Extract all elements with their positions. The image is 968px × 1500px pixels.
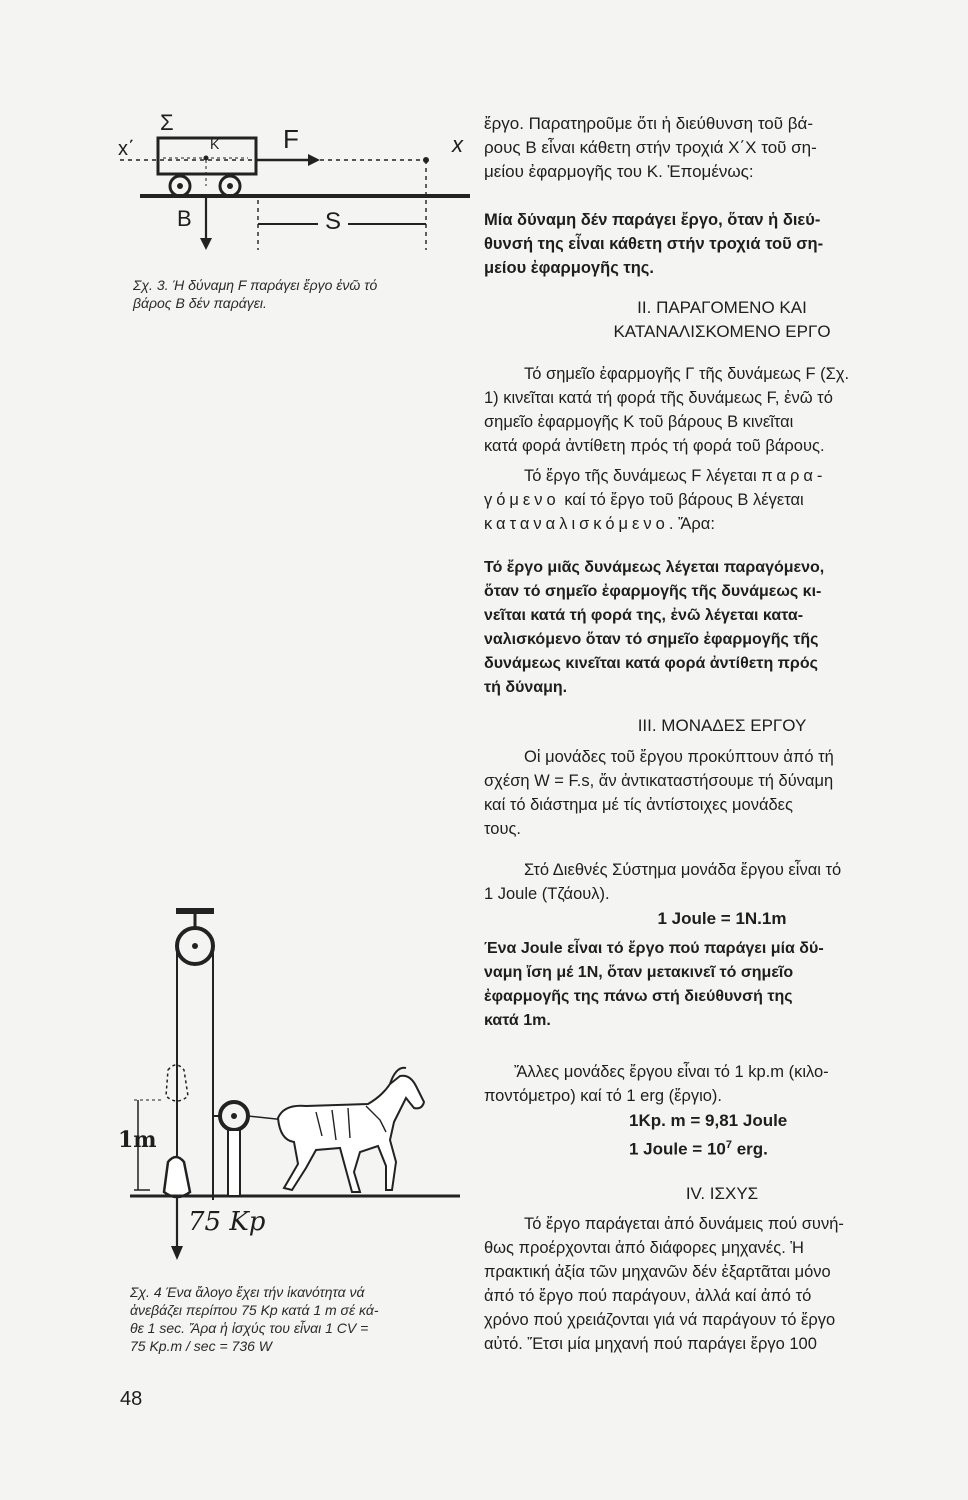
text-line: μείου ἐφαρμογῆς της. [484,259,654,277]
text-line: κατά φορά ἀντίθετη πρός τή φορά τοῦ βάρους. [484,437,825,455]
text-line: θως προέρχονται ἀπό διάφορες μηχανές. Ἡ [484,1239,804,1257]
text-line: μείου ἐφαρμογῆς του Κ. Ἑπομένως: [484,162,754,181]
text-line: χρόνο πού χρειάζονται γιά νά παράγουν τό ἔργο [484,1311,836,1329]
section-heading-4 [484,1182,960,1206]
paragraph-intro [484,112,960,184]
paragraph-power [484,1212,960,1356]
caption-line: βάρος B δέν παράγει. [133,295,267,311]
text-line: ναλισκόμενο ὅταν τό σημεῖο ἐφαρμογῆς τῆς [484,631,819,648]
section-heading-3 [484,714,960,738]
figure-4-caption [130,1283,460,1355]
label-sigma: Σ [160,110,174,135]
text-line: Τό ἔργο παράγεται ἀπό δυνάμεις πού συνή- [524,1215,844,1233]
text-line: 1) κινεῖται κατά τή φορά τῆς δυνάμεως F, ἐνῶ τό [484,389,833,407]
text-fragment: καταναλισκόμενο [484,515,669,533]
text-line: Στό Διεθνές Σύστημα μονάδα ἔργου εἶναι τό [524,861,842,879]
text-line [484,488,960,512]
heading-line: ΚΑΤΑΝΑΛΙΣΚΟΜΕΝΟ ΕΡΓΟ [613,322,831,341]
equation-erg [484,1133,959,1162]
text-line [484,464,960,488]
text-line: σημεῖο ἐφαρμογῆς Κ τοῦ βάρους B κινεῖται [484,413,794,431]
label-s: S [325,208,342,235]
text-line: δυνάμεως κινεῖται κατά φορά ἀντίθετη πρός [484,655,818,672]
caption-line: Σχ. 3. Ή δύναμη F παράγει ἔργο ἐνῶ τό [133,277,378,293]
text-fragment: . Ἄρα: [668,515,715,533]
text-line: ἐφαρμογῆς της πάνω στή διεύθυνσή της [484,988,793,1005]
text-line: ναμη ἴση μέ 1N, ὅταν μετακινεῖ τό σημεῖο [484,964,794,981]
text-line: πρακτική ἀξία τῶν μηχανῶν δέν ἐξαρτᾶται μόνο [484,1263,831,1281]
section-heading-2 [484,296,960,344]
paragraph-other-units [484,1060,960,1108]
equation-line: 1 Joule = 1N.1m [657,909,787,928]
text-line: θυνσή της εἶναι κάθετη στήν τροχιά τοῦ ση- [484,235,824,253]
text-line: Τό ἔργο μιᾶς δυνάμεως λέγεται παραγόμενο, [484,559,825,576]
text-line: ρους B εἶναι κάθετη στήν τροχιά Χ΄Χ τοῦ ση- [484,138,817,157]
caption-line: θε 1 sec. Ἄρα ἡ ἰσχύς του εἶναι 1 CV = [130,1320,369,1336]
paragraph-si-unit [484,858,960,906]
label-f: F [283,124,299,154]
equation-line [629,1133,959,1162]
figure-3-caption [133,276,473,312]
label-k: Κ [210,136,220,152]
equation-base: 1 Joule = 10 [629,1139,726,1159]
page-number: 48 [120,1388,143,1410]
text-fragment: παρα- [761,467,827,485]
text-fragment: γόμενο [484,491,560,509]
label-x-right: x [452,132,463,157]
equation-unit: erg. [732,1139,768,1159]
text-line: σχέση W = F.s, ἄν ἀντικαταστήσουμε τή δύναμη [484,772,834,790]
text-line: Ἄλλες μονάδες ἔργου εἶναι τό 1 kp.m (κιλο- [514,1063,829,1081]
text-line: 1 Joule (Τζάουλ). [484,885,610,903]
equation-joule [484,907,960,931]
label-x-left: x΄ [118,138,135,160]
text-line: Ένα Joule εἶναι τό ἔργο πού παράγει μία δύ- [484,940,824,957]
label-75kp: 75 Kp [188,1207,266,1237]
paragraph-definition [484,464,960,536]
rule-joule-definition [484,937,960,1033]
text-line: νεῖται κατά τή φορά της, ἐνῶ λέγεται κατα- [484,607,804,624]
text-line: Τό σημεῖο ἐφαρμογῆς Γ τῆς δυνάμεως F (Σχ. [524,365,850,383]
heading-line: III. ΜΟΝΑΔΕΣ ΕΡΓΟΥ [637,716,807,735]
horse-icon [278,1068,424,1192]
caption-line: ἀνεβάζει περίπου 75 Kp κατά 1 m σέ κά- [130,1302,379,1318]
label-1m: 1m [118,1127,157,1153]
rule-no-work [484,208,960,280]
heading-line: IV. ΙΣΧΥΣ [685,1184,759,1203]
paragraph-produced-consumed [484,362,960,458]
equation-exponent: 7 [725,1139,732,1151]
equation-line: 1Kp. m = 9,81 Joule [629,1111,788,1130]
text-line: Οἱ μονάδες τοῦ ἔργου προκύπτουν ἀπό τή [524,748,834,766]
text-line: Μία δύναμη δέν παράγει ἔργο, ὅταν ἡ διεύ- [484,211,821,229]
text-line [484,512,960,536]
equation-kpm [484,1109,959,1133]
text-fragment: Τό ἔργο τῆς δυνάμεως F λέγεται [524,467,757,485]
caption-line: 75 Kp.m / sec = 736 W [130,1338,273,1354]
text-line: ὅταν τό σημεῖο ἐφαρμογῆς τῆς δυνάμεως κι- [484,583,822,600]
text-line: κατά 1m. [484,1012,551,1029]
text-fragment: καί τό ἔργο τοῦ βάρους B λέγεται [564,491,804,509]
text-line: ποντόμετρο) καί τό 1 erg (ἔργιο). [484,1087,723,1105]
text-line: τή δύναμη. [484,679,568,696]
paragraph-units [484,745,960,841]
text-line: ἔργο. Παρατηροῦμε ὅτι ἡ διεύθυνση τοῦ βά- [484,114,814,133]
rule-produced-work [484,556,960,700]
text-line: καί τό διάστημα μέ τίς ἀντίστοιχες μονάδες [484,796,793,814]
text-line: ἀπό τό ἔργο πού παράγουν, ἀλλά καί ἀπό τό [484,1287,812,1305]
text-line: τους. [484,820,522,838]
caption-line: Σχ. 4 Ένα ἄλογο ἔχει τήν ἱκανότητα νά [130,1284,365,1300]
text-line: αὐτό. Ἔτσι μία μηχανή πού παράγει ἔργο 100 [484,1335,817,1353]
heading-line: II. ΠΑΡΑΓΟΜΕΝΟ ΚΑΙ [637,298,807,317]
figure-4-diagram [110,900,470,1270]
label-b: B [177,206,192,231]
